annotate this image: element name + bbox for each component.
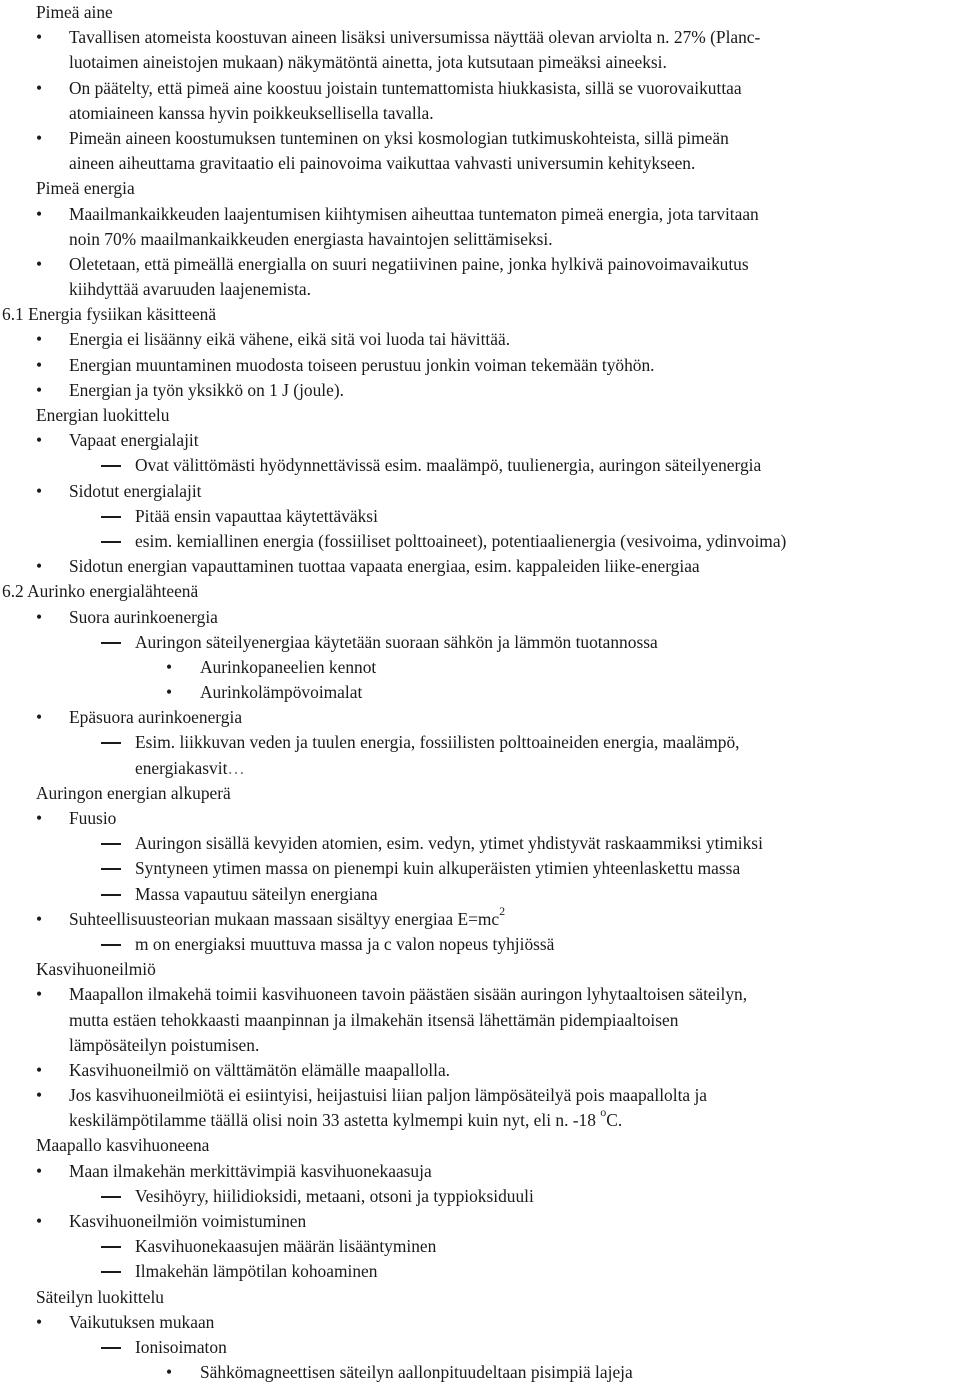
line-text: Pitää ensin vapauttaa käytettäväksi bbox=[135, 505, 378, 526]
dash-item bbox=[0, 856, 960, 881]
sub-bullet-item bbox=[0, 655, 960, 680]
line-text: keskilämpötilamme täällä olisi noin 33 astetta kylmempi kuin nyt, eli n. -18 bbox=[69, 1110, 601, 1131]
line-text: Auringon energian alkuperä bbox=[36, 782, 231, 803]
bullet-continuation bbox=[0, 50, 960, 75]
section-heading bbox=[0, 1133, 960, 1158]
bullet-item bbox=[0, 605, 960, 630]
bullet-icon: • bbox=[36, 556, 43, 577]
bullet-item bbox=[0, 806, 960, 831]
dash-item bbox=[0, 831, 960, 856]
sub-bullet-item bbox=[0, 680, 960, 705]
sub-bullet-item bbox=[0, 1360, 960, 1385]
bullet-icon: • bbox=[36, 329, 43, 350]
section-heading bbox=[0, 403, 960, 428]
section-heading bbox=[0, 0, 960, 25]
line-text: Tavallisen atomeista koostuvan aineen lisäksi universumissa näyttää olevan arviolta n. 27% (Planc- bbox=[69, 27, 761, 48]
dash-icon bbox=[101, 1234, 121, 1259]
bullet-continuation bbox=[0, 151, 960, 176]
superscript: o bbox=[600, 1105, 607, 1120]
bullet-item bbox=[0, 1310, 960, 1335]
bullet-icon: • bbox=[36, 27, 43, 48]
bullet-icon: • bbox=[36, 808, 43, 828]
line-text: Kasvihuoneilmiön voimistuminen bbox=[69, 1211, 307, 1231]
line-text: Syntyneen ytimen massa on pienempi kuin alkuperäisten ytimien yhteenlaskettu massa bbox=[135, 858, 741, 879]
line-text: Maan ilmakehän merkittävimpiä kasvihuonekaasuja bbox=[69, 1160, 432, 1181]
bullet-icon: • bbox=[36, 908, 43, 929]
dash-item bbox=[0, 932, 960, 957]
bullet-continuation bbox=[0, 101, 960, 126]
dash-icon bbox=[101, 529, 121, 554]
line-text: Pimeä energia bbox=[36, 178, 135, 199]
line-text: Auringon sisällä kevyiden atomien, esim. vedyn, ytimet yhdistyvät raskaammiksi ytimiksi bbox=[135, 833, 763, 854]
bullet-icon: • bbox=[166, 656, 173, 677]
bullet-item bbox=[0, 25, 960, 50]
bullet-icon: • bbox=[166, 682, 173, 703]
bullet-continuation bbox=[0, 1008, 960, 1033]
line-text: Sidotun energian vapauttaminen tuottaa vapaata energiaa, esim. kappaleiden liike-energiaa bbox=[69, 556, 700, 577]
line-text: Vapaat energialajit bbox=[69, 430, 199, 451]
line-text: On päätelty, että pimeä aine koostuu joistain tuntemattomista hiukkasista, sillä se vuorovaikuttaa bbox=[69, 77, 742, 98]
line-text: Energian muuntaminen muodosta toiseen perustuu jonkin voiman tekemään työhön. bbox=[69, 354, 655, 375]
bullet-item bbox=[0, 1159, 960, 1184]
section-heading bbox=[0, 1285, 960, 1310]
numbered-heading bbox=[0, 579, 960, 604]
line-text: Aurinkopaneelien kennot bbox=[200, 656, 377, 677]
dash-item bbox=[0, 630, 960, 655]
line-text: Vesihöyry, hiilidioksidi, metaani, otsoni ja typpioksiduuli bbox=[135, 1185, 534, 1206]
bullet-icon: • bbox=[36, 1085, 43, 1106]
line-text: Säteilyn luokittelu bbox=[36, 1286, 165, 1307]
dash-icon bbox=[101, 882, 121, 907]
bullet-continuation bbox=[0, 1105, 960, 1133]
dash-icon bbox=[101, 1335, 121, 1360]
bullet-continuation bbox=[0, 227, 960, 252]
line-tail: … bbox=[227, 757, 245, 778]
dash-icon bbox=[101, 831, 121, 856]
line-text: luotaimen aineistojen mukaan) näkymätöntä ainetta, jota kutsutaan pimeäksi aineeksi. bbox=[69, 52, 667, 73]
dash-icon bbox=[101, 932, 121, 957]
bullet-item bbox=[0, 202, 960, 227]
line-text: Jos kasvihuoneilmiötä ei esiintyisi, heijastuisi liian paljon lämpösäteilyä pois maapallolta ja bbox=[69, 1085, 708, 1106]
line-text: Ovat välittömästi hyödynnettävissä esim. maalämpö, tuulienergia, auringon säteilyenergia bbox=[135, 455, 762, 476]
line-text: Massa vapautuu säteilyn energiana bbox=[135, 883, 378, 904]
section-heading bbox=[0, 176, 960, 201]
bullet-icon: • bbox=[36, 203, 43, 224]
bullet-icon: • bbox=[36, 77, 43, 98]
line-text: kiihdyttää avaruuden laajenemista. bbox=[69, 279, 311, 300]
line-text: Sidotut energialajit bbox=[69, 480, 202, 501]
line-text: Fuusio bbox=[69, 808, 117, 828]
line-text: Ionisoimaton bbox=[135, 1336, 227, 1357]
line-text: Vaikutuksen mukaan bbox=[69, 1311, 215, 1332]
bullet-icon: • bbox=[36, 1059, 43, 1080]
dash-item bbox=[0, 453, 960, 478]
bullet-item bbox=[0, 1083, 960, 1108]
line-text: 6.2 Aurinko energialähteenä bbox=[2, 581, 199, 602]
bullet-item bbox=[0, 327, 960, 352]
bullet-item bbox=[0, 705, 960, 730]
bullet-item bbox=[0, 76, 960, 101]
section-heading bbox=[0, 957, 960, 982]
dash-item bbox=[0, 882, 960, 907]
dash-icon bbox=[101, 856, 121, 881]
superscript: 2 bbox=[499, 903, 506, 918]
bullet-icon: • bbox=[36, 379, 43, 400]
line-text: mutta estäen tehokkaasti maanpinnan ja ilmakehän itsensä lähettämän pidempiaaltoisen bbox=[69, 1009, 679, 1030]
dash-icon bbox=[101, 730, 121, 755]
bullet-item bbox=[0, 479, 960, 504]
bullet-item bbox=[0, 982, 960, 1007]
bullet-icon: • bbox=[36, 354, 43, 375]
bullet-continuation bbox=[0, 1033, 960, 1058]
dash-icon bbox=[101, 504, 121, 529]
bullet-icon: • bbox=[36, 1311, 43, 1332]
line-tail: C. bbox=[606, 1110, 623, 1131]
line-text: energiakasvit bbox=[135, 757, 228, 778]
dash-item bbox=[0, 1184, 960, 1209]
bullet-icon: • bbox=[36, 1211, 43, 1231]
line-text: Energia ei lisäänny eikä vähene, eikä sitä voi luoda tai hävittää. bbox=[69, 329, 511, 350]
bullet-item bbox=[0, 428, 960, 453]
line-text: Energian luokittelu bbox=[36, 405, 170, 425]
line-text: Energian ja työn yksikkö on 1 J (joule). bbox=[69, 379, 344, 400]
line-text: m on energiaksi muuttuva massa ja c valon nopeus tyhjiössä bbox=[135, 933, 555, 954]
dash-icon bbox=[101, 453, 121, 478]
line-text: Kasvihuoneilmiö bbox=[36, 959, 156, 980]
line-text: Pimeän aineen koostumuksen tunteminen on yksi kosmologian tutkimuskohteista, sillä pimeän bbox=[69, 127, 729, 148]
line-text: Maapallo kasvihuoneena bbox=[36, 1135, 210, 1156]
bullet-item bbox=[0, 353, 960, 378]
line-text: Ilmakehän lämpötilan kohoaminen bbox=[135, 1261, 378, 1282]
dash-item bbox=[0, 1335, 960, 1360]
dash-item bbox=[0, 529, 960, 554]
bullet-icon: • bbox=[36, 253, 43, 274]
bullet-icon: • bbox=[36, 127, 43, 148]
line-text: Auringon säteilyenergiaa käytetään suoraan sähkön ja lämmön tuotannossa bbox=[135, 631, 658, 652]
line-text: noin 70% maailmankaikkeuden energiasta havaintojen selittämiseksi. bbox=[69, 228, 553, 249]
line-text: Kasvihuoneilmiö on välttämätön elämälle maapallolla. bbox=[69, 1059, 451, 1080]
line-text: aineen aiheuttama gravitaatio eli painovoima vaikuttaa vahvasti universumin kehitykseen. bbox=[69, 153, 696, 174]
bullet-icon: • bbox=[36, 480, 43, 501]
line-text: Esim. liikkuvan veden ja tuulen energia, fossiilisten polttoaineiden energia, maalämpö, bbox=[135, 732, 740, 753]
dash-item bbox=[0, 1259, 960, 1284]
bullet-icon: • bbox=[36, 430, 43, 451]
line-text: atomiaineen kanssa hyvin poikkeuksellisella tavalla. bbox=[69, 102, 434, 123]
line-text: 6.1 Energia fysiikan käsitteenä bbox=[2, 304, 217, 325]
bullet-item bbox=[0, 378, 960, 403]
bullet-icon: • bbox=[36, 707, 43, 728]
line-text: Suora aurinkoenergia bbox=[69, 606, 218, 627]
bullet-item bbox=[0, 554, 960, 579]
bullet-icon: • bbox=[36, 606, 43, 627]
line-text: Maapallon ilmakehä toimii kasvihuoneen tavoin päästäen sisään auringon lyhytaaltoisen säteilyn, bbox=[69, 984, 748, 1005]
dash-item bbox=[0, 730, 960, 755]
bullet-continuation bbox=[0, 277, 960, 302]
bullet-item bbox=[0, 1058, 960, 1083]
dash-continuation bbox=[0, 756, 960, 781]
line-text: Pimeä aine bbox=[36, 2, 113, 22]
line-text: Maailmankaikkeuden laajentumisen kiihtymisen aiheuttaa tuntematon pimeä energia, jota tarvitaan bbox=[69, 203, 759, 224]
section-heading bbox=[0, 781, 960, 806]
line-text: esim. kemiallinen energia (fossiiliset polttoaineet), potentiaalienergia (vesivoima, ydinvoima) bbox=[135, 530, 787, 551]
numbered-heading bbox=[0, 302, 960, 327]
dash-item bbox=[0, 504, 960, 529]
line-text: Sähkömagneettisen säteilyn aallonpituudeltaan pisimpiä lajeja bbox=[200, 1362, 633, 1383]
bullet-item bbox=[0, 903, 960, 932]
line-text: Kasvihuonekaasujen määrän lisääntyminen bbox=[135, 1236, 437, 1257]
bullet-item bbox=[0, 126, 960, 151]
dash-icon bbox=[101, 630, 121, 655]
bullet-icon: • bbox=[36, 984, 43, 1005]
line-text: Epäsuora aurinkoenergia bbox=[69, 707, 243, 728]
bullet-item bbox=[0, 252, 960, 277]
dash-icon bbox=[101, 1184, 121, 1209]
bullet-icon: • bbox=[166, 1362, 173, 1383]
bullet-item bbox=[0, 1209, 960, 1234]
dash-icon bbox=[101, 1259, 121, 1284]
line-text: Oletetaan, että pimeällä energialla on suuri negatiivinen paine, jonka hylkivä painovoimavaikutus bbox=[69, 253, 749, 274]
line-text: Suhteellisuusteorian mukaan massaan sisältyy energiaa E=mc bbox=[69, 908, 500, 929]
line-text: Aurinkolämpövoimalat bbox=[200, 682, 363, 703]
dash-item bbox=[0, 1234, 960, 1259]
line-text: lämpösäteilyn poistumisen. bbox=[69, 1034, 260, 1055]
bullet-icon: • bbox=[36, 1160, 43, 1181]
